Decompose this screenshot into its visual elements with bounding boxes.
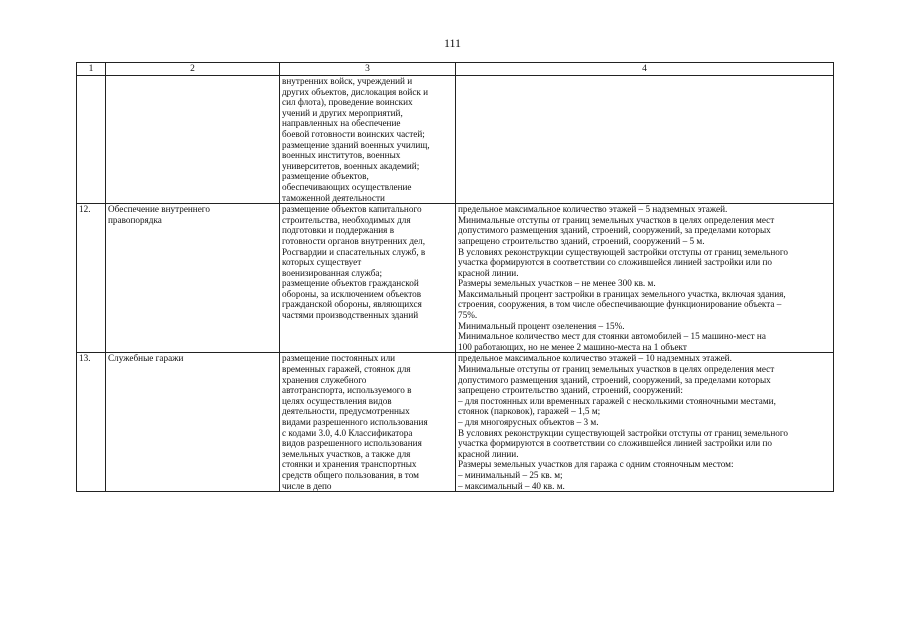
description-line: обороны, за исключением объектов [282, 288, 422, 299]
description-line: целях осуществления видов [282, 395, 392, 406]
use-name-line: Обеспечение внутреннего [108, 204, 210, 215]
description-line: учений и других мероприятий, [282, 107, 403, 118]
description-line: с кодами 3.0, 4.0 Классификатора [282, 427, 413, 438]
parameter-line: Размеры земельных участков – не менее 300 кв. м. [458, 278, 656, 289]
use-name-line: правопорядка [108, 214, 162, 225]
use-description-cell [280, 204, 456, 353]
parameter-line: – для многоярусных объектов – 3 м. [458, 417, 599, 427]
description-line: обеспечивающих осуществление [282, 181, 412, 192]
description-line: размещение объектов гражданской [282, 278, 419, 289]
parameter-line: Минимальные отступы от границ земельных участков в целях определения мест [458, 364, 775, 375]
description-line: строительства, необходимых для [282, 214, 411, 225]
parameter-line: 75%. [458, 310, 478, 321]
description-line: которых существует [282, 257, 362, 268]
use-name-line: Служебные гаражи [108, 353, 184, 364]
description-line: размещение объектов капитального [282, 204, 422, 215]
parameter-line: предельное максимальное количество этажей – 5 надземных этажей. [458, 204, 728, 215]
parameters-cell [456, 204, 834, 353]
row-number: 12. [79, 204, 91, 215]
parameter-line: красной линии. [458, 448, 519, 459]
description-line: сил флота), проведение воинских [282, 97, 413, 108]
parameter-line: красной линии. [458, 267, 519, 278]
description-line: подготовки и поддержания в [282, 225, 395, 236]
description-line: направленных на обеспечение [282, 118, 401, 129]
description-line: военизированная служба; [282, 267, 383, 278]
description-line: военных институтов, военных [282, 150, 401, 161]
table-row [77, 76, 834, 204]
description-line: университетов, военных академий; [282, 160, 420, 171]
parameter-line: запрещено строительство зданий, строений, сооружений: [458, 385, 683, 396]
page-number: 111 [443, 36, 462, 50]
parameter-line: допустимого размещения зданий, строений, сооружений, за пределами которых [458, 225, 771, 236]
parameter-line: участка формируются в соответствии со сложившейся линией застройки или по [458, 438, 773, 449]
parameter-line: В условиях реконструкции существующей застройки отступы от границ земельного [458, 427, 789, 438]
use-name-cell [106, 204, 280, 353]
description-line: других объектов, дислокация войск и [282, 86, 429, 97]
description-line: размещение постоянных или [282, 353, 396, 364]
description-line: видами разрешенного использования [282, 417, 428, 427]
description-line: размещение объектов, [282, 171, 369, 182]
table-row [77, 204, 834, 353]
parameter-line: – максимальный – 40 кв. м. [458, 480, 565, 491]
description-line: числе в депо [282, 480, 332, 491]
description-line: видов разрешенного использования [282, 438, 422, 449]
column-header-3: 3 [280, 63, 456, 76]
parameters-cell [456, 353, 834, 492]
column-header-1: 1 [77, 63, 106, 76]
parameter-line: стоянок (парковок), гаражей – 1,5 м; [458, 406, 601, 417]
description-line: таможенной деятельности [282, 192, 385, 203]
parameter-line: Минимальное количество мест для стоянки автомобилей – 15 машино-мест на [458, 331, 766, 342]
description-line: Росгвардии и спасательных служб, в [282, 246, 426, 257]
description-line: средств общего пользования, в том [282, 469, 419, 480]
column-header-4: 4 [456, 63, 834, 76]
use-name-cell [106, 353, 280, 492]
table-header-row [77, 63, 834, 76]
parameter-line: 100 работающих, но не менее 2 машино-места на 1 объект [458, 341, 687, 352]
row-number-cell [77, 204, 106, 353]
description-line: автотранспорта, используемого в [282, 385, 412, 396]
description-line: стоянки и хранения транспортных [282, 459, 417, 470]
description-line: деятельности, предусмотренных [282, 406, 410, 417]
parameter-line: запрещено строительство зданий, строений, сооружений – 5 м. [458, 235, 705, 246]
parameters-cell [456, 76, 834, 204]
use-description-cell [280, 76, 456, 204]
description-line: готовности органов внутренних дел, [282, 235, 425, 246]
row-number-cell [77, 76, 106, 204]
description-line: гражданской обороны, являющихся [282, 299, 422, 310]
parameter-line: Максимальный процент застройки в границах земельного участка, включая здания, [458, 288, 786, 299]
row-number: 13. [79, 353, 91, 364]
parameter-line: строения, сооружения, в том числе обеспечивающие функционирование объекта – [458, 299, 782, 310]
parameter-line: предельное максимальное количество этажей – 10 надземных этажей. [458, 353, 732, 364]
description-line: частями производственных зданий [282, 310, 419, 321]
use-name-cell [106, 76, 280, 204]
description-line: временных гаражей, стоянок для [282, 364, 411, 375]
description-line: размещение зданий военных училищ, [282, 139, 430, 150]
parameter-line: – для постоянных или временных гаражей с несколькими стояночными местами, [458, 395, 776, 406]
parameter-line: – минимальный – 25 кв. м; [458, 469, 563, 480]
description-line: внутренних войск, учреждений и [282, 76, 413, 86]
parameter-line: В условиях реконструкции существующей застройки отступы от границ земельного [458, 246, 789, 257]
parameter-line: допустимого размещения зданий, строений, сооружений, за пределами которых [458, 374, 771, 385]
parameter-line: участка формируются в соответствии со сложившейся линией застройки или по [458, 257, 773, 268]
description-line: земельных участков, а также для [282, 448, 411, 459]
regulations-table [76, 62, 834, 492]
parameter-line: Минимальный процент озеленения – 15%. [458, 320, 625, 331]
column-header-2: 2 [106, 63, 280, 76]
table-row [77, 353, 834, 492]
parameter-line: Размеры земельных участков для гаража с одним стояночным местом: [458, 459, 734, 470]
description-line: боевой готовности воинских частей; [282, 128, 425, 139]
parameter-line: Минимальные отступы от границ земельных участков в целях определения мест [458, 214, 775, 225]
row-number-cell [77, 353, 106, 492]
description-line: хранения служебного [282, 374, 367, 385]
use-description-cell [280, 353, 456, 492]
